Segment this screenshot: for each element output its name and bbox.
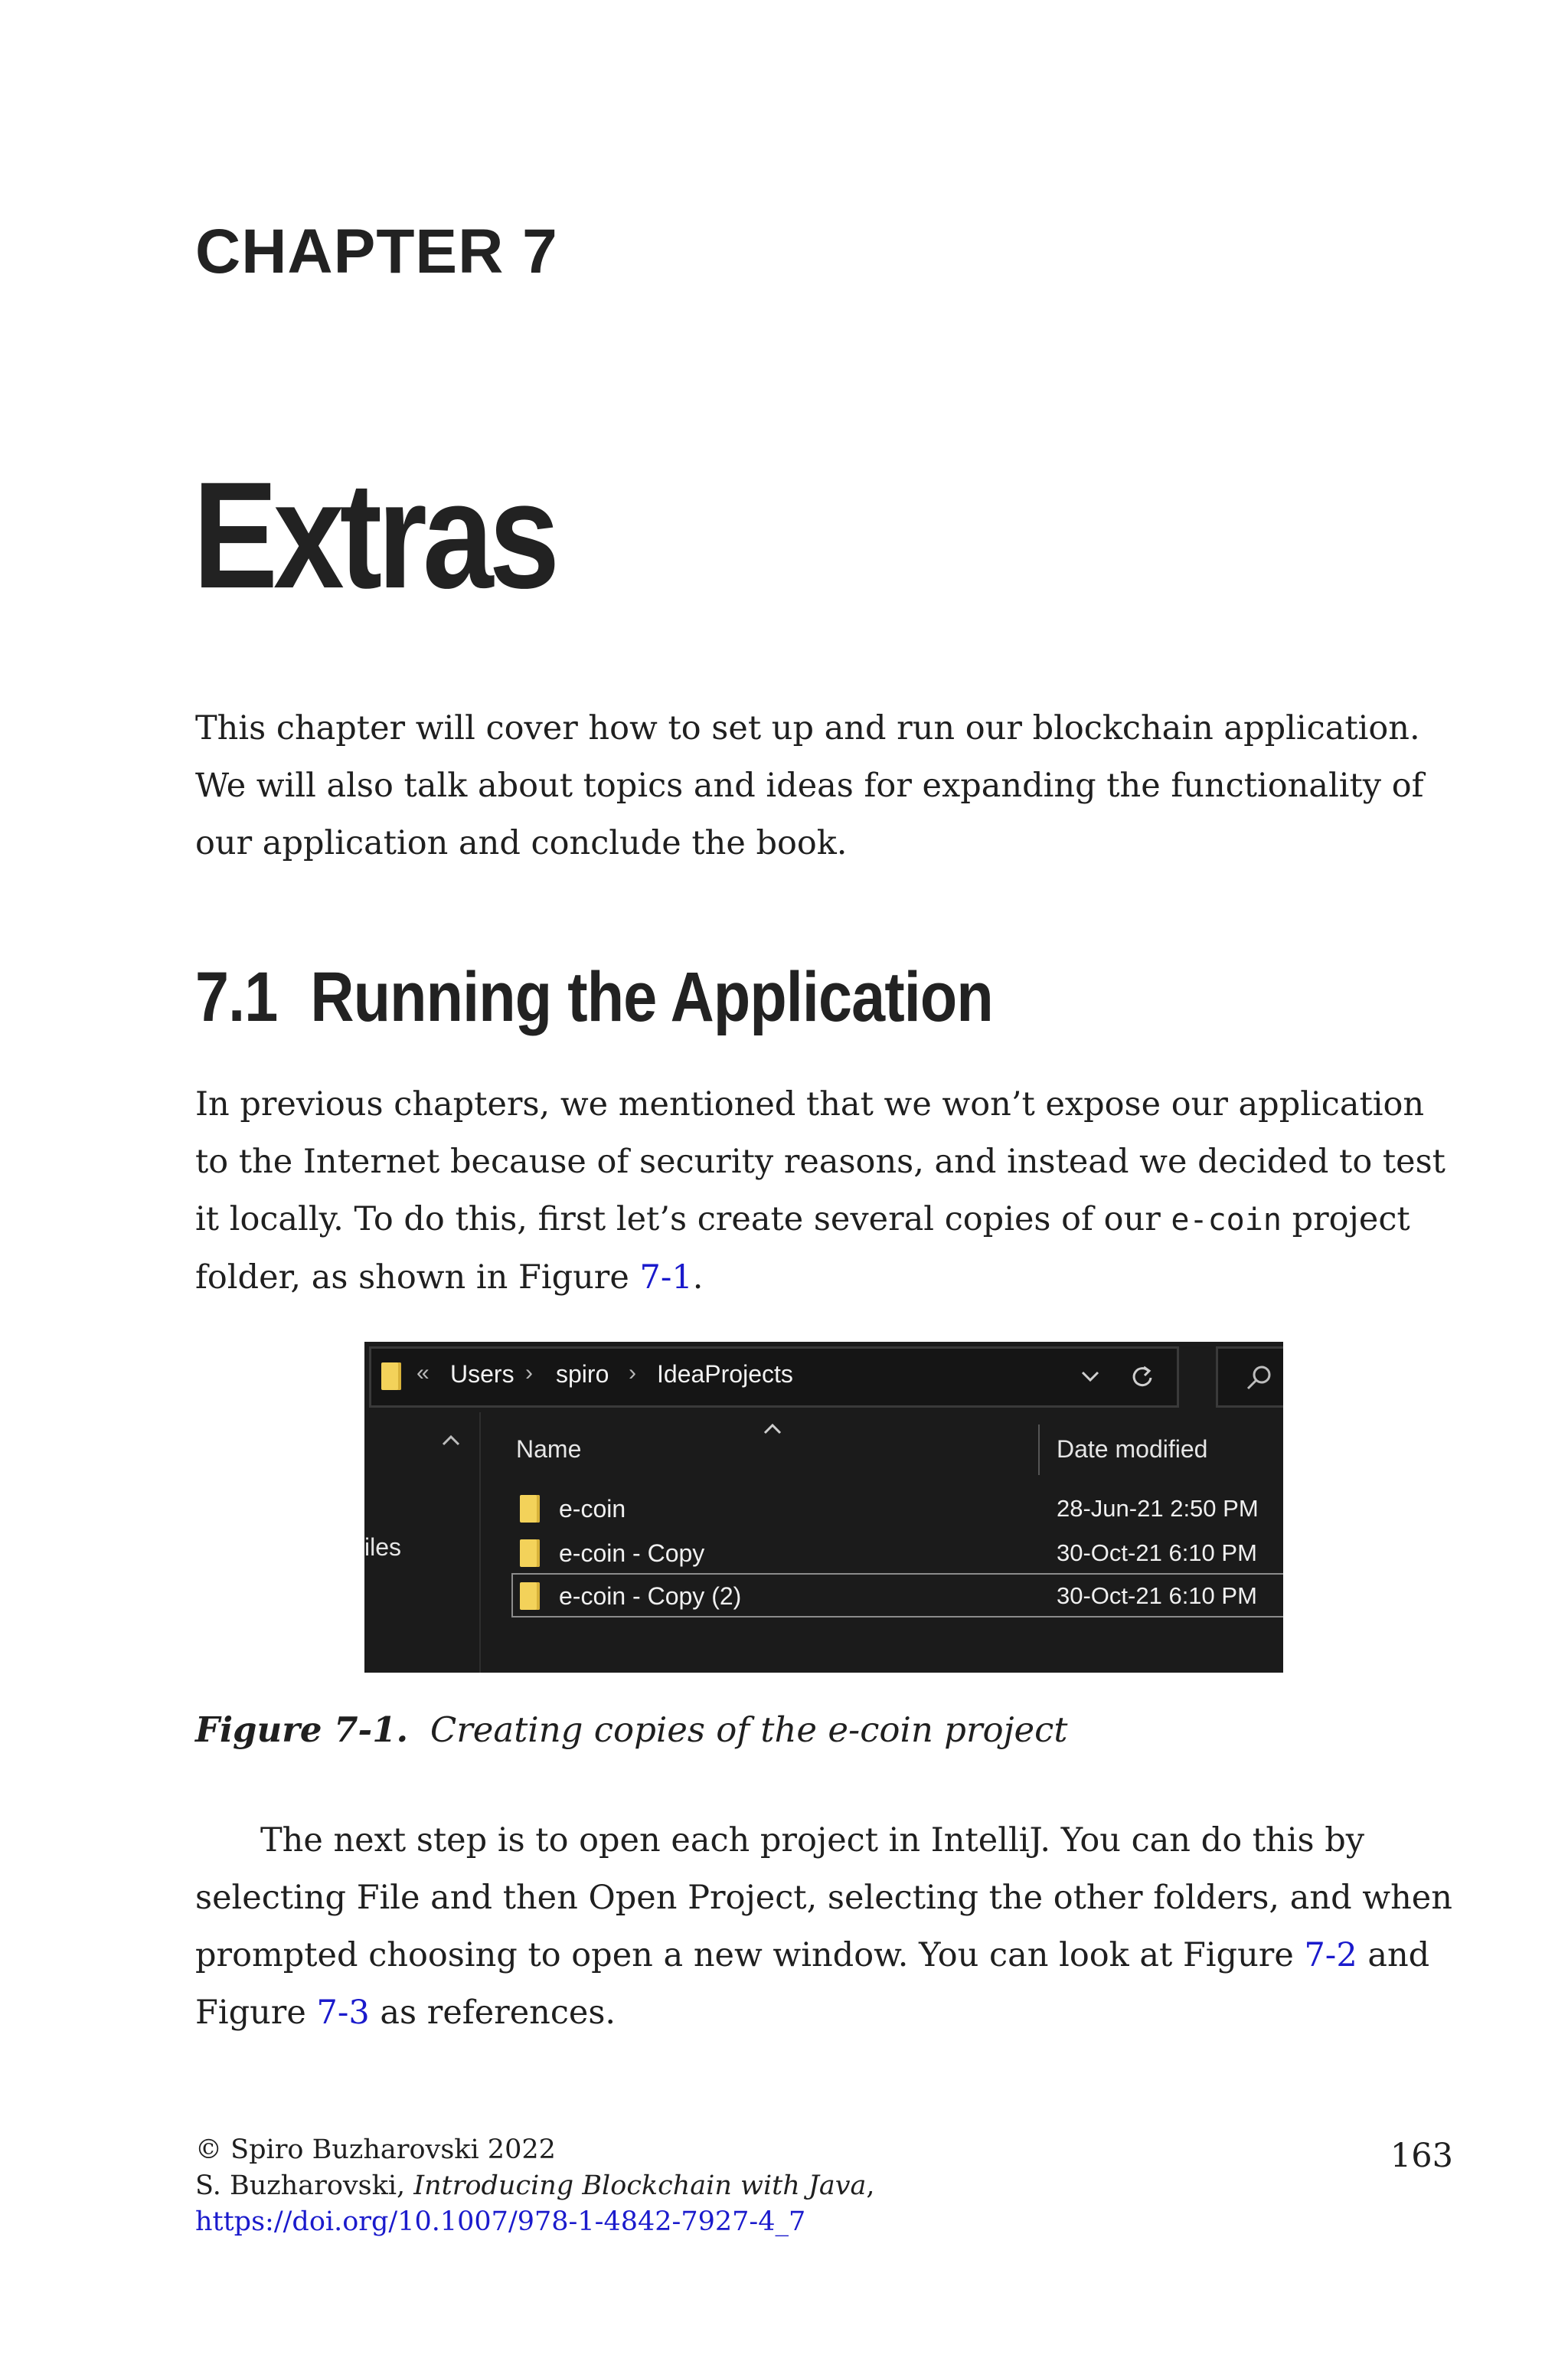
column-divider[interactable] (1038, 1425, 1040, 1475)
inline-code: e-coin (1171, 1202, 1282, 1238)
figure-caption-label: Figure 7-1. (195, 1709, 409, 1750)
para1-end: . (692, 1258, 704, 1297)
folder-icon (520, 1539, 540, 1567)
search-icon (1243, 1363, 1274, 1394)
file-row-date: 30-Oct-21 6:10 PM (1057, 1539, 1257, 1566)
breadcrumb-separator-icon: › (525, 1360, 533, 1385)
para2-text: The next step is to open each project in IntelliJ. You can do this by selecting File and then Open Project, selecting the other folders, and when prompted choosing to open a new window. You can look at Figure (195, 1821, 1452, 1974)
intro-paragraph: This chapter will cover how to set up and run our blockchain application. We will also talk about topics and ideas for expanding the functionality of our application and conclude the book. (195, 709, 1424, 862)
file-row-name[interactable]: e-coin - Copy (559, 1539, 705, 1567)
folder-icon (520, 1582, 540, 1610)
chapter-label: CHAPTER 7 (195, 217, 558, 286)
file-row-date: 30-Oct-21 6:10 PM (1057, 1582, 1257, 1609)
column-header-name[interactable]: Name (516, 1435, 582, 1463)
body-paragraph-1 (195, 1076, 1466, 1307)
body-paragraph-2 (195, 1812, 1466, 2042)
figure-ref-link[interactable]: 7-3 (316, 1994, 370, 2032)
figure-caption (195, 1709, 1067, 1750)
scroll-up-icon[interactable] (441, 1434, 461, 1447)
file-row-name[interactable]: e-coin (559, 1495, 626, 1523)
citation-line (195, 2168, 875, 2204)
figure-ref-link[interactable]: 7-1 (639, 1258, 693, 1297)
section-number: 7.1 (195, 958, 278, 1036)
folder-icon (381, 1362, 401, 1390)
page-number: 163 (1390, 2137, 1453, 2175)
section-title: Running the Application (310, 958, 993, 1036)
para1-text: In previous chapters, we mentioned that we won’t expose our application to the Internet because of security reasons, and instead we decided to test it locally. To do this, first let’s create several copies of our (195, 1085, 1446, 1238)
breadcrumb-ideaprojects[interactable]: IdeaProjects (657, 1360, 793, 1388)
figure-caption-text: Creating copies of the e-coin project (430, 1709, 1068, 1750)
para1-text-cont: project folder, as shown in Figure (195, 1200, 1410, 1297)
para2-text-end: as references. (369, 1994, 616, 2032)
copyright-line: © Spiro Buzharovski 2022 (195, 2134, 556, 2165)
citation-end: , (866, 2170, 875, 2201)
breadcrumb-separator-icon: › (629, 1360, 636, 1385)
para2-text-cont: and Figure (195, 1936, 1430, 2032)
breadcrumb-users[interactable]: Users (450, 1360, 514, 1388)
breadcrumb-overflow-icon[interactable]: « (416, 1360, 430, 1385)
refresh-icon[interactable] (1130, 1363, 1155, 1389)
column-header-date[interactable]: Date modified (1057, 1435, 1208, 1463)
figure-ref-link[interactable]: 7-2 (1304, 1936, 1357, 1974)
chapter-title: Extras (193, 450, 556, 620)
figure-file-explorer (364, 1342, 1283, 1673)
sort-up-icon (763, 1423, 782, 1435)
chevron-down-icon[interactable] (1080, 1369, 1100, 1383)
doi-link[interactable]: https://doi.org/10.1007/978-1-4842-7927-4_7 (195, 2206, 806, 2237)
doi-line (195, 2204, 805, 2240)
file-row-date: 28-Jun-21 2:50 PM (1057, 1495, 1259, 1522)
nav-pane-label[interactable]: iles (364, 1533, 402, 1561)
citation-author: S. Buzharovski, (195, 2170, 414, 2201)
breadcrumb-spiro[interactable]: spiro (556, 1360, 609, 1388)
folder-icon (520, 1495, 540, 1523)
section-heading (195, 958, 993, 1036)
file-row-name[interactable]: e-coin - Copy (2) (559, 1582, 742, 1610)
citation-title: Introducing Blockchain with Java (413, 2170, 867, 2201)
